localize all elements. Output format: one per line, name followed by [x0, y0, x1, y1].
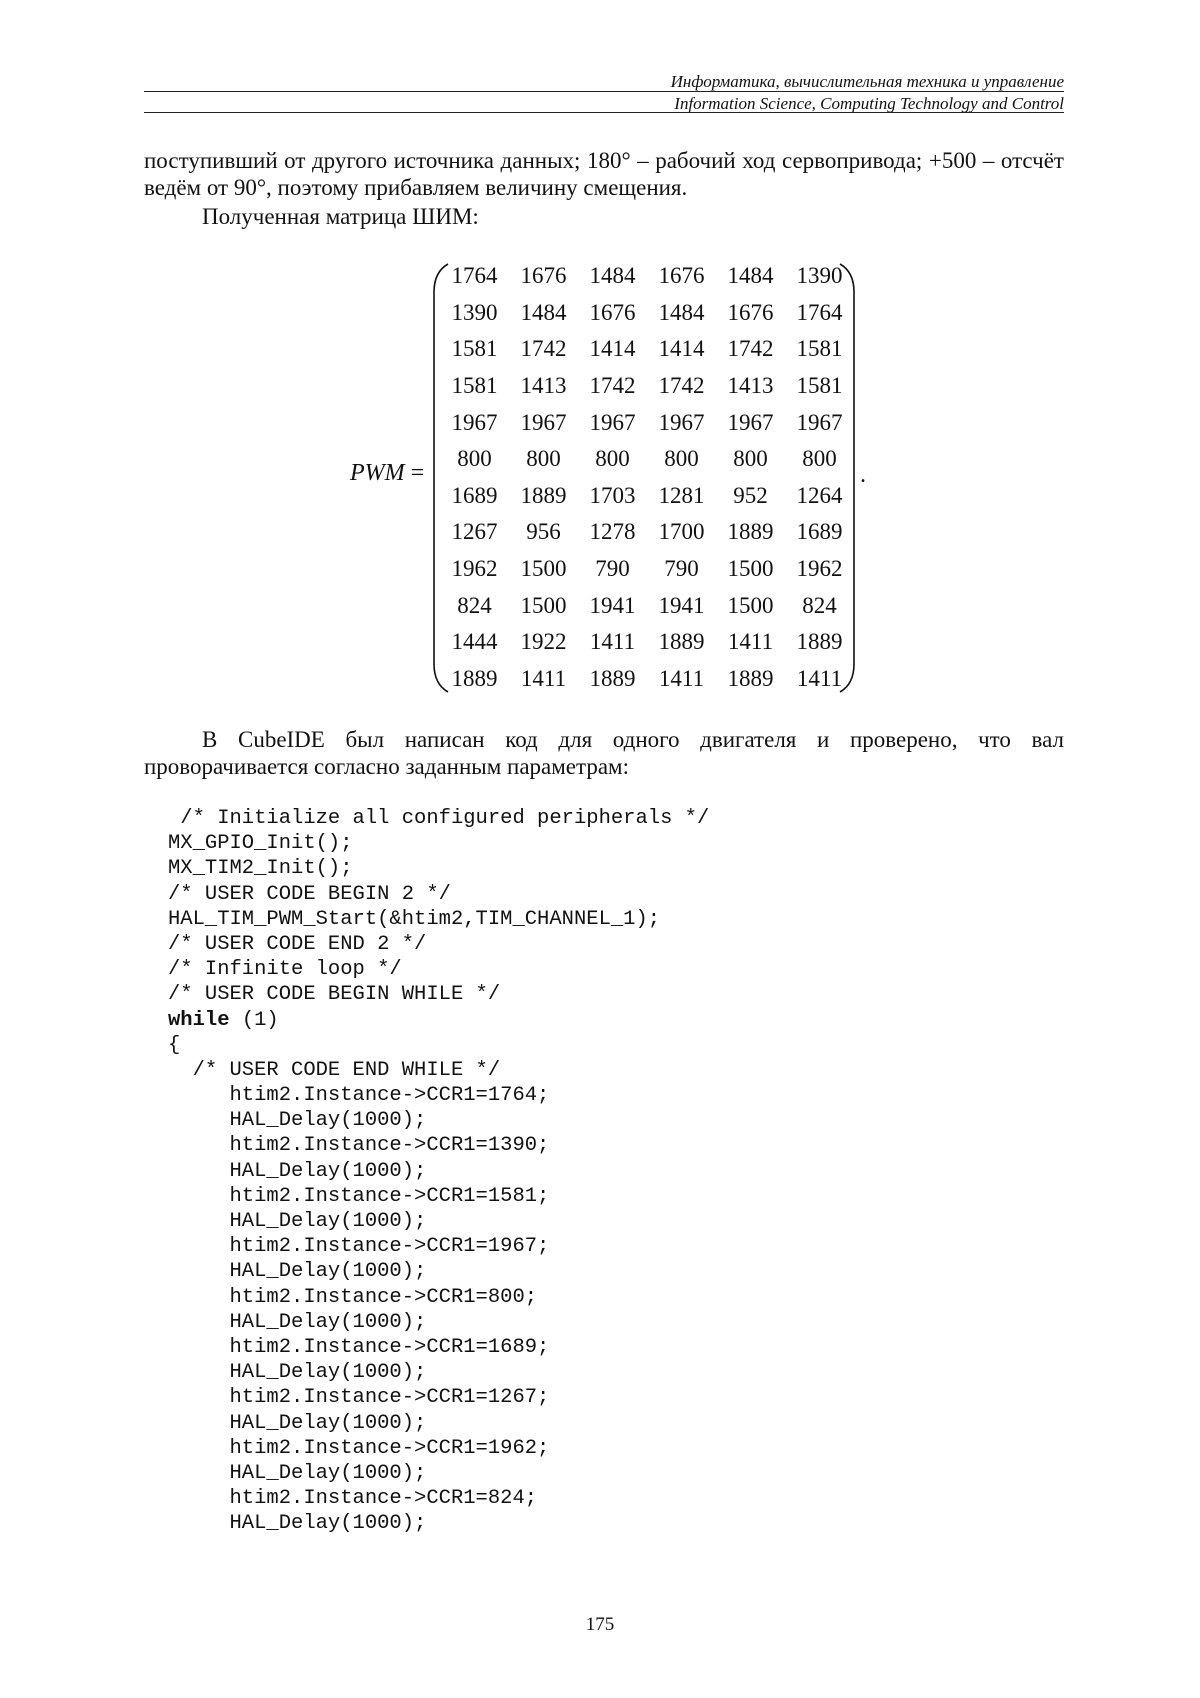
matrix-cell: 1967: [451, 409, 498, 435]
matrix-cell: 1962: [451, 556, 498, 582]
code-line: /* USER CODE BEGIN WHILE */: [168, 983, 501, 1007]
code-line: HAL_Delay(1000);: [168, 1310, 427, 1334]
matrix-name: PWM: [350, 460, 405, 486]
matrix-cell: 1267: [451, 519, 498, 545]
matrix-cell: 800: [457, 446, 492, 472]
matrix-cell: 790: [664, 556, 699, 582]
matrix-row: [440, 295, 854, 332]
paragraph-matrix-intro: Полученная матрица ШИМ:: [202, 204, 479, 229]
matrix-cell: 824: [802, 592, 837, 618]
code-line: htim2.Instance->CCR1=1267;: [168, 1386, 550, 1410]
matrix-cell: 1413: [727, 373, 774, 399]
matrix-cell: 1484: [658, 299, 705, 325]
code-line: htim2.Instance->CCR1=1689;: [168, 1335, 550, 1359]
matrix-cell: 1889: [658, 629, 705, 655]
header-rule-bottom: [144, 112, 1064, 113]
code-line: HAL_Delay(1000);: [168, 1260, 427, 1284]
matrix-cell: 1689: [451, 482, 498, 508]
matrix-cell: 1941: [658, 592, 705, 618]
matrix-cell: 1581: [796, 336, 843, 362]
matrix-row: [440, 478, 854, 515]
matrix-cell: 1742: [589, 373, 636, 399]
code-line: /* Initialize all configured peripherals */: [168, 807, 710, 830]
matrix-cell: 1444: [451, 629, 498, 655]
matrix-row: [440, 551, 854, 588]
code-line: HAL_Delay(1000);: [168, 1361, 427, 1385]
matrix-cell: 1411: [727, 629, 774, 655]
code-line: HAL_Delay(1000);: [168, 1109, 427, 1133]
matrix-cell: 1689: [796, 519, 843, 545]
matrix-cell: 800: [802, 446, 837, 472]
matrix-cell: 1484: [727, 263, 774, 289]
matrix-cell: 1889: [589, 665, 636, 691]
matrix-cell: 1500: [520, 592, 567, 618]
code-line: {: [168, 1033, 181, 1057]
matrix-cell: 1500: [727, 592, 774, 618]
matrix-cell: 1484: [520, 299, 567, 325]
code-listing: [168, 806, 709, 1536]
matrix-row: [440, 514, 854, 551]
matrix-cell: 800: [664, 446, 699, 472]
matrix-cell: 1967: [727, 409, 774, 435]
matrix-cell: 1390: [451, 299, 498, 325]
code-line: /* USER CODE END WHILE */: [168, 1058, 501, 1082]
matrix-cell: 1676: [658, 263, 705, 289]
matrix-cell: 1889: [451, 665, 498, 691]
matrix-cell: 1764: [451, 263, 498, 289]
matrix-cell: 1581: [451, 336, 498, 362]
matrix-cell: 800: [595, 446, 630, 472]
matrix-cell: 1764: [796, 299, 843, 325]
matrix-cell: 1414: [589, 336, 636, 362]
matrix-row: [440, 404, 854, 441]
matrix-cell: 1676: [589, 299, 636, 325]
matrix-cell: 1967: [589, 409, 636, 435]
matrix-cell: 1390: [796, 263, 843, 289]
code-line: HAL_Delay(1000);: [168, 1512, 427, 1536]
matrix-cell: 1278: [589, 519, 636, 545]
code-keyword: while: [168, 1008, 230, 1032]
matrix-label: [350, 460, 424, 487]
matrix-cell: 1484: [589, 263, 636, 289]
code-line: htim2.Instance->CCR1=1764;: [168, 1084, 550, 1108]
matrix-row: [440, 258, 854, 295]
matrix-cell: 1676: [727, 299, 774, 325]
matrix-row: [440, 368, 854, 405]
code-line: HAL_Delay(1000);: [168, 1210, 427, 1233]
matrix-cell: 1742: [658, 373, 705, 399]
matrix-cell: 1742: [520, 336, 567, 362]
matrix-row: [440, 331, 854, 368]
matrix-cell: 1411: [658, 665, 705, 691]
running-header-ru: Информатика, вычислительная техника и управление: [670, 72, 1064, 91]
code-line: HAL_TIM_PWM_Start(&htim2,TIM_CHANNEL_1);: [168, 907, 661, 931]
matrix-cell: 800: [733, 446, 768, 472]
matrix-cell: 1941: [589, 592, 636, 618]
matrix-cell: 1962: [796, 556, 843, 582]
code-line: /* USER CODE BEGIN 2 */: [168, 882, 451, 906]
matrix-cell: 1889: [727, 519, 774, 545]
code-line: HAL_Delay(1000);: [168, 1411, 427, 1435]
pwm-matrix: [440, 258, 854, 697]
matrix-cell: 1967: [658, 409, 705, 435]
code-line: MX_GPIO_Init();: [168, 832, 353, 856]
code-line: HAL_Delay(1000);: [168, 1159, 427, 1183]
matrix-cell: 1411: [589, 629, 636, 655]
matrix-cell: 1264: [796, 482, 843, 508]
paragraph-code-intro: В CubeIDE был написан код для одного двигателя и проверено, что вал проворачивается согласно заданным параметрам:: [144, 727, 1064, 779]
matrix-cell: 1411: [520, 665, 567, 691]
code-line: htim2.Instance->CCR1=1962;: [168, 1436, 550, 1460]
code-line: MX_TIM2_Init();: [168, 857, 353, 881]
running-header-en: Information Science, Computing Technology and Control: [674, 94, 1064, 113]
matrix-row: [440, 441, 854, 478]
matrix-cell: 1676: [520, 263, 567, 289]
matrix-row: [440, 661, 854, 698]
matrix-cell: 952: [733, 482, 768, 508]
header-rule-top: [144, 91, 1064, 92]
matrix-cell: 1967: [796, 409, 843, 435]
matrix-cell: 1500: [727, 556, 774, 582]
code-line: htim2.Instance->CCR1=1967;: [168, 1235, 550, 1259]
matrix-cell: 1500: [520, 556, 567, 582]
matrix-equals-sign: =: [410, 460, 425, 486]
matrix-cell: 824: [457, 592, 492, 618]
paragraph-continuation: поступивший от другого источника данных; 180° – рабочий ход сервопривода; +500 – отсчёт ведём от 90°, поэтому прибавляем величину смещения.: [144, 148, 1064, 200]
matrix-cell: 1703: [589, 482, 636, 508]
code-line: HAL_Delay(1000);: [168, 1461, 427, 1485]
matrix-row: [440, 587, 854, 624]
code-line: htim2.Instance->CCR1=800;: [168, 1285, 538, 1309]
matrix-cell: 1581: [796, 373, 843, 399]
matrix-cell: 956: [526, 519, 561, 545]
matrix-cell: 1967: [520, 409, 567, 435]
matrix-cell: 1889: [796, 629, 843, 655]
matrix-cell: 1411: [796, 665, 843, 691]
matrix-cell: 1581: [451, 373, 498, 399]
matrix-cell: 1700: [658, 519, 705, 545]
code-line: htim2.Instance->CCR1=1581;: [168, 1184, 550, 1208]
matrix-cell: 1922: [520, 629, 567, 655]
code-line: htim2.Instance->CCR1=824;: [168, 1487, 538, 1511]
code-line: while (1): [168, 1008, 279, 1032]
matrix-cell: 800: [526, 446, 561, 472]
code-line: /* Infinite loop */: [168, 958, 402, 982]
matrix-cell: 1414: [658, 336, 705, 362]
matrix-cell: 1742: [727, 336, 774, 362]
code-line: /* USER CODE END 2 */: [168, 932, 427, 956]
matrix-cell: 1413: [520, 373, 567, 399]
page-number: 175: [585, 1614, 615, 1635]
matrix-period: .: [860, 462, 866, 488]
matrix-cell: 1281: [658, 482, 705, 508]
code-line: htim2.Instance->CCR1=1390;: [168, 1134, 550, 1158]
matrix-cell: 790: [595, 556, 630, 582]
matrix-cell: 1889: [727, 665, 774, 691]
matrix-cell: 1889: [520, 482, 567, 508]
matrix-row: [440, 624, 854, 661]
